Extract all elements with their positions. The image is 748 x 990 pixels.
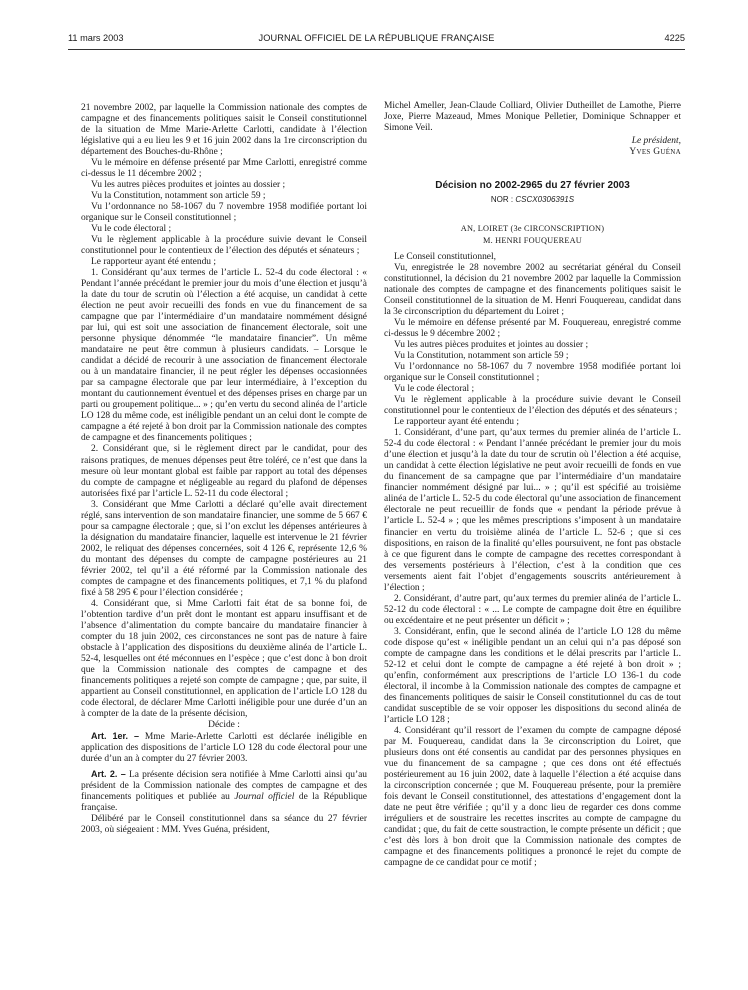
- paragraph: 3. Considérant, enfin, que le second alinéa de l’article LO 128 du même code dispose qu’est « inéligible pendant un an celui qui n’a pas déposé son compte de campagne dans les conditions et le délai prescrits par l’article L. 52-12 et celui dont le compte de campagne a été rejeté à bon droit » ; qu’enfin, conformément aux prescriptions de l’article LO 136-1 du code électoral, il incombe à la Commission nationale des comptes de campagne et des financements politiques de saisir le Conseil constitutionnel du cas de tout candidat susceptible de se voir opposer les dispositions du second alinéa de l’article LO 128 ;: [384, 626, 681, 725]
- paragraph: Vu le mémoire en défense présenté par M. Fouquereau, enregistré comme ci-dessus le 9 décembre 2002 ;: [384, 318, 681, 340]
- paragraph: 3. Considérant que Mme Carlotti a déclaré qu’elle avait directement réglé, sans intervention de son mandataire financier, une somme de 5 667 € pour sa campagne électorale ; que, si l’on exclut les dépenses antérieures à la désignation du mandataire financier, laquelle est intervenue le 21 février 2002, le reliquat des dépenses concernées, soit 4 126 €, représente 12,6 % du montant des dépenses du compte de campagne postérieures au 21 février 2002, tel qu’il a été réformé par la Commission nationale des comptes de campagne et des financements politiques, et 7,1 % du plafond fixé à 58 295 € pour l’élection considérée ;: [81, 499, 367, 598]
- left-column: [81, 103, 367, 836]
- paragraph: Vu le règlement applicable à la procédure suivie devant le Conseil constitutionnel pour le contentieux de l’élection des députés et sénateurs ;: [81, 235, 367, 257]
- paragraph: Vu les autres pièces produites et jointes au dossier ;: [394, 340, 589, 351]
- paragraph: 1. Considérant, d’une part, qu’aux termes du premier alinéa de l’article L. 52-4 du code électoral : « Pendant l’année précédant le premier jour du mois d’une élection et jusqu’à la date du tour de scrutin où l’élection a été acquise, un candidat à cette élection législative ne peut avoir recueilli de fonds en vue du financement de sa campagne que par l’intermédiaire d’un mandataire financier nommément désigné par lui... » ; qu’il est spécifié au troisième alinéa de l’article L. 52-5 du code électoral qu’une association de financement électorale ne peut recueillir de fonds que « pendant la période prévue à l’article L. 52-4 » ; que les mêmes prescriptions s’imposent à un mandataire financier en vertu du troisième alinéa de l’article L. 52-6 ; que si ces dispositions, en raison de la finalité qu’elles poursuivent, ne font pas obstacle à ce que figurent dans le compte de campagne des recettes correspondant à des versements postérieurs à l’élection, c’est à la condition que ces versements aient fait l’objet d’engagements souscrits antérieurement à l’élection ;: [384, 428, 681, 593]
- candidate-heading: M. HENRI FOUQUEREAU: [483, 235, 582, 245]
- article-1: [81, 731, 367, 765]
- paragraph: Michel Ameller, Jean-Claude Colliard, Olivier Dutheillet de Lamothe, Pierre Joxe, Pierre Mazeaud, Mmes Monique Pelletier, Dominique Schnapper et Simone Veil.: [384, 101, 681, 134]
- article-2-label: Art. 2. –: [91, 768, 126, 779]
- paragraph: 21 novembre 2002, par laquelle la Commission nationale des comptes de campagne et des financements politiques saisit le Conseil constitutionnel de la situation de Mme Marie-Arlette Carlotti, candidate à l’élection législative qui a eu lieu les 9 et 16 juin 2002 dans la 1re circonscription du département des Bouches-du-Rhône ;: [81, 103, 367, 158]
- article-1-text: Mme Marie-Arlette Carlotti est déclarée inéligible en application des dispositions de l’article LO 128 du code électoral pour une durée d’un an à compter du 27 février 2003.: [81, 731, 367, 764]
- signature-title: Le président,: [631, 136, 681, 147]
- paragraph: 4. Considérant que, si Mme Carlotti fait état de sa bonne foi, de l’obtention tardive d’un prêt dont le montant est apparu insuffisant et de l’absence d’alimentation du compte bancaire du mandataire financier à compter du 18 juin 2002, ces circonstances ne sont pas de nature à faire obstacle à l’application des dispositions du deuxième alinéa de l’article L. 52-4, lesquelles ont été méconnues en l’espèce ; que c’est donc à bon droit que la Commission nationale des comptes de campagne et des financements politiques a rejeté son compte de campagne ; que, par suite, il appartient au Conseil constitutionnel, en application de l’article LO 128 du code électoral, de déclarer Mme Carlotti inéligible pour une durée d’un an à compter de la date de la présente décision,: [81, 598, 367, 719]
- header-journal-title: JOURNAL OFFICIEL DE LA RÉPUBLIQUE FRANÇAISE: [258, 33, 495, 43]
- deliberation-text: Délibéré par le Conseil constitutionnel dans sa séance du 27 février 2003, où siégeaient : MM. Yves Guéna, président,: [81, 814, 367, 836]
- paragraph: 2. Considérant que, si le règlement direct par le candidat, pour des raisons pratiques, de menues dépenses peut être toléré, ce n’est que dans la mesure où leur montant global est faible par rapport au total des dépenses du compte de campagne et négligeable au regard du plafond de dépenses autorisées fixé par l’article L. 52-11 du code électoral ;: [81, 444, 367, 499]
- paragraph: 1. Considérant qu’aux termes de l’article L. 52-4 du code électoral : « Pendant l’année précédant le premier jour du mois d’une élection et jusqu’à la date du tour de scrutin où l’élection a été acquise, un candidat à cette élection ne peut avoir recueilli des fonds en vue du financement de sa campagne que par l’intermédiaire d’un mandataire nommément désigné par lui, qui est soit une association de financement électorale, soit une personne physique dénommée “le mandataire financier”. Un même mandataire ne peut être commun à plusieurs candidats. – Lorsque le candidat a décidé de recourir à une association de financement électorale ou à un mandataire financier, il ne peut régler les dépenses occasionnées par sa campagne électorale que par leur intermédiaire, à l’exception du montant du cautionnement éventuel et des dépenses prises en charge par un parti ou groupement politique... » ; qu’en vertu du second alinéa de l’article LO 128 du même code, est inéligible pendant un an celui dont le compte de campagne a été rejeté à bon droit par la Commission nationale des comptes de campagne et des financements politiques ;: [81, 268, 367, 444]
- paragraph: Vu le règlement applicable à la procédure suivie devant le Conseil constitutionnel pour le contentieux de l’élection des députés et des sénateurs ;: [384, 395, 681, 417]
- paragraph: Vu l’ordonnance no 58-1067 du 7 novembre 1958 modifiée portant loi organique sur le Conseil constitutionnel ;: [81, 202, 367, 224]
- article-2-text-end: de la République française.: [81, 791, 367, 813]
- signature-name: Yves Guéna: [629, 147, 681, 158]
- page-header: [68, 33, 685, 49]
- journal-officiel-name: Journal officiel: [234, 791, 295, 802]
- article-2: [81, 769, 367, 814]
- paragraph: Vu le code électoral ;: [91, 224, 172, 235]
- paragraph: Vu la Constitution, notamment son article 59 ;: [91, 191, 266, 202]
- paragraph: Le Conseil constitutionnel,: [394, 252, 496, 263]
- paragraph: Le rapporteur ayant été entendu ;: [91, 257, 216, 268]
- header-date: 11 mars 2003: [68, 33, 124, 43]
- paragraph: Vu, enregistrée le 28 novembre 2002 au secrétariat général du Conseil constitutionnel, la décision du 21 novembre 2002 par laquelle la Commission nationale des comptes de campagne et des financements politiques saisit le Conseil constitutionnel de la situation de M. Henri Fouquereau, candidat dans la 3e circonscription du département du Loiret ;: [384, 263, 681, 318]
- constituency-heading: AN, LOIRET (3e CIRCONSCRIPTION): [460, 224, 605, 234]
- paragraph: 4. Considérant qu’il ressort de l’examen du compte de campagne déposé par M. Fouquereau, candidat dans la 3e circonscription du Loiret, que plusieurs dons ont été consentis au candidat par des personnes physiques en vue du financement de sa campagne ; que ces dons ont été effectués postérieurement au 16 juin 2002, date à laquelle l’élection a été acquise dans la circonscription concernée ; que M. Fouquereau présente, pour la première fois devant le Conseil constitutionnel, des attestations d’engagement dont la date ne peut être vérifiée ; qu’il y a donc lieu de regarder ces dons comme irréguliers et de soustraire les recettes inscrites au compte de campagne du candidat ; que, du fait de cette soustraction, le compte présente un déficit ; que c’est dès lors à bon droit que la Commission nationale des comptes de campagne et des financements politiques a prononcé le rejet du compte de campagne de ce candidat pour ce motif ;: [384, 725, 681, 868]
- article-1-label: Art. 1er. –: [91, 730, 139, 741]
- paragraph: Vu les autres pièces produites et jointes au dossier ;: [91, 180, 286, 191]
- nor-reference: [384, 194, 681, 205]
- header-rule: [68, 49, 685, 50]
- paragraph: 2. Considérant, d’autre part, qu’aux termes du premier alinéa de l’article L. 52-12 du code électoral : « ... Le compte de campagne doit être en équilibre ou excédentaire et ne peut présenter un déficit » ;: [384, 593, 681, 626]
- decision-title: Décision no 2002-2965 du 27 février 2003: [435, 180, 630, 192]
- article-2-text: La présente décision sera notifiée à Mme Carlotti ainsi qu’au président de la Commission nationale des comptes de campagne et des financements politiques et publiée au: [81, 769, 368, 802]
- paragraph: Vu l’ordonnance no 58-1067 du 7 novembre 1958 modifiée portant loi organique sur le Conseil constitutionnel ;: [384, 362, 681, 384]
- paragraph: Vu le mémoire en défense présenté par Mme Carlotti, enregistré comme ci-dessus le 11 décembre 2002 ;: [81, 158, 367, 180]
- decide-heading: Décide :: [208, 719, 240, 730]
- paragraph: Vu la Constitution, notamment son article 59 ;: [394, 351, 569, 362]
- paragraph: Vu le code électoral ;: [394, 384, 475, 395]
- right-column: [384, 101, 681, 869]
- nor-code: CSCX0306391S: [515, 195, 575, 205]
- header-page-number: 4225: [664, 33, 685, 43]
- paragraph: Le rapporteur ayant été entendu ;: [394, 417, 519, 428]
- nor-label: NOR :: [490, 195, 514, 205]
